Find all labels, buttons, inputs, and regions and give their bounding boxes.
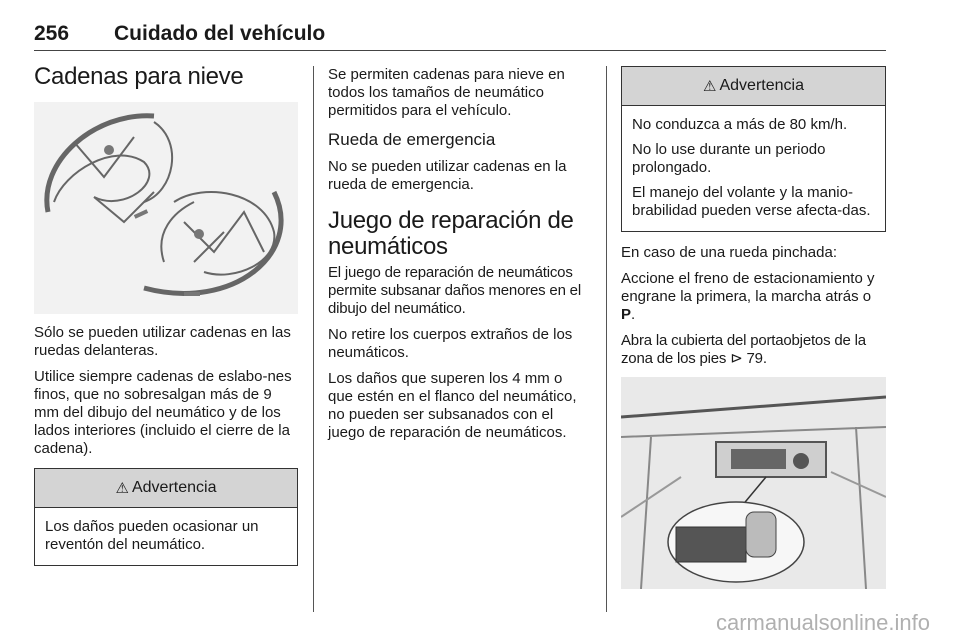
section-heading-snow-chains: Cadenas para nieve: [34, 63, 244, 90]
warning-text: No conduzca a más de 80 km/h.: [632, 116, 848, 133]
watermark: carmanualsonline.info: [715, 610, 930, 635]
warning-title: Advertencia: [719, 77, 804, 94]
column-1: [34, 56, 298, 578]
warning-box: [621, 66, 886, 232]
paragraph: En caso de una rueda pinchada:: [621, 244, 837, 261]
paragraph: [621, 270, 886, 324]
paragraph: Sólo se pueden utilizar cadenas en las ruedas delanteras.: [34, 324, 291, 359]
warning-body: [35, 508, 297, 565]
warning-header: [35, 469, 297, 508]
warning-text: Los daños pueden ocasionar un reventón del neumático.: [45, 518, 259, 553]
column-divider: [313, 66, 314, 612]
paragraph: El juego de reparación de neumáticos permite subsanar daños menores en el dibujo del neumático.: [328, 264, 581, 317]
warning-body: [622, 106, 885, 231]
repair-kit-location-illustration: [621, 377, 886, 589]
paragraph: No retire los cuerpos extraños de los neumáticos.: [328, 326, 573, 361]
paragraph: Utilice siempre cadenas de eslabo-nes finos, que no sobresalgan más de 9 mm del dibujo del neumático y de los lados interiores (incluido el cierre de la cadena).: [34, 368, 292, 457]
paragraph: No se pueden utilizar cadenas en la rueda de emergencia.: [328, 158, 567, 193]
text: Abra la cubierta del portaobjetos de la zona de los pies: [621, 332, 866, 367]
subheading-emergency-wheel: Rueda de emergencia: [328, 130, 496, 149]
page-reference-arrow-icon: ⊳: [730, 350, 747, 367]
text: Accione el freno de estacionamiento y engrane la primera, la marcha atrás o: [621, 270, 875, 305]
column-divider: [606, 66, 607, 612]
warning-text: No lo use durante un periodo prolongado.: [632, 141, 826, 176]
warning-box: [34, 468, 298, 566]
paragraph: Se permiten cadenas para nieve en todos los tamaños de neumático permitidos para el vehículo.: [328, 66, 565, 119]
paragraph: Los daños que superen los 4 mm o que estén en el flanco del neumático, no pueden ser subsanados con el juego de reparación de neumáticos.: [328, 370, 577, 441]
snow-chains-illustration: [34, 102, 298, 314]
warning-text: El manejo del volante y la manio-brabilidad pueden verse afecta-das.: [632, 184, 871, 219]
page-number: 256: [34, 22, 70, 45]
warning-triangle-icon: ⚠: [703, 78, 717, 95]
column-2: [328, 66, 590, 450]
section-heading-repair-kit: Juego de reparación de neumáticos: [328, 207, 574, 260]
paragraph: [621, 332, 886, 368]
warning-header: [622, 67, 885, 106]
text: .: [631, 306, 636, 323]
gear-p-label: P: [621, 306, 632, 323]
column-3: [621, 66, 886, 376]
chapter-title: Cuidado del vehículo: [114, 22, 326, 45]
warning-title: Advertencia: [131, 479, 217, 496]
page-header: [34, 18, 886, 51]
warning-triangle-icon: ⚠: [115, 480, 129, 497]
text: .: [762, 350, 767, 367]
page-reference: 79: [746, 350, 763, 367]
